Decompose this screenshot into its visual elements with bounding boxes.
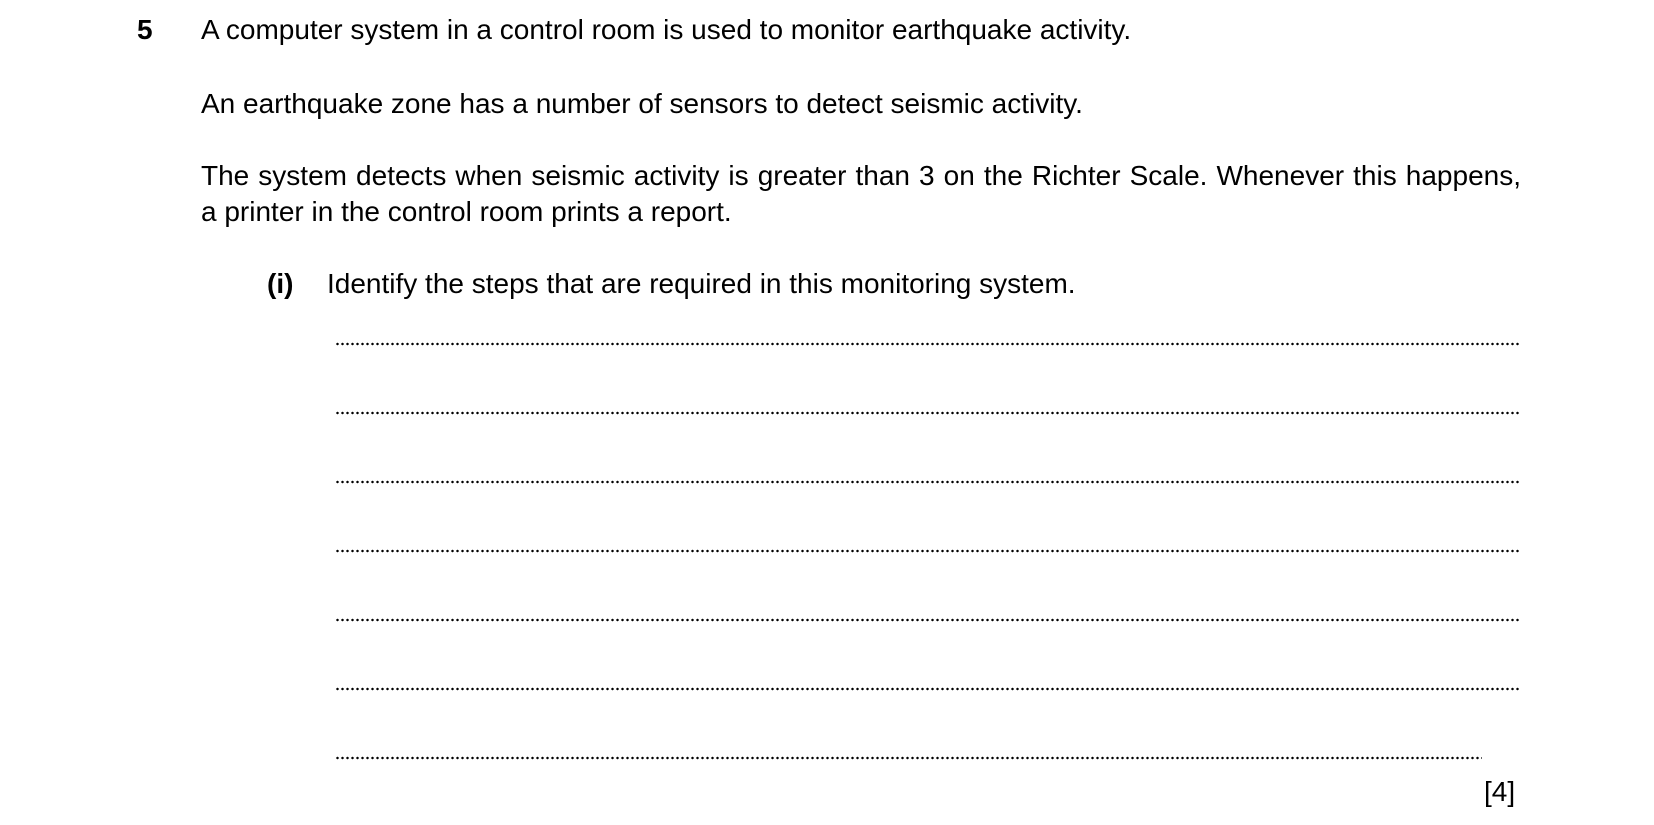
question-detail-paragraph: The system detects when seismic activity is greater than 3 on the Richter Scale. Whenever this happens, a printer in the control room prints a report. bbox=[201, 160, 1521, 227]
answer-line[interactable] bbox=[335, 342, 1519, 346]
answer-line[interactable] bbox=[335, 480, 1519, 484]
answer-line[interactable] bbox=[335, 549, 1519, 553]
part-question-text: Identify the steps that are required in this monitoring system. bbox=[327, 268, 1076, 299]
question-intro-paragraph: A computer system in a control room is used to monitor earthquake activity. bbox=[201, 14, 1132, 45]
question-number: 5 bbox=[137, 14, 153, 45]
answer-line[interactable] bbox=[335, 756, 1482, 760]
answer-line[interactable] bbox=[335, 411, 1519, 415]
question-context-paragraph: An earthquake zone has a number of sensors to detect seismic activity. bbox=[201, 88, 1083, 119]
part-label: (i) bbox=[267, 268, 294, 299]
marks-allocation: [4] bbox=[1484, 776, 1516, 807]
answer-line[interactable] bbox=[335, 618, 1519, 622]
answer-line[interactable] bbox=[335, 687, 1519, 691]
